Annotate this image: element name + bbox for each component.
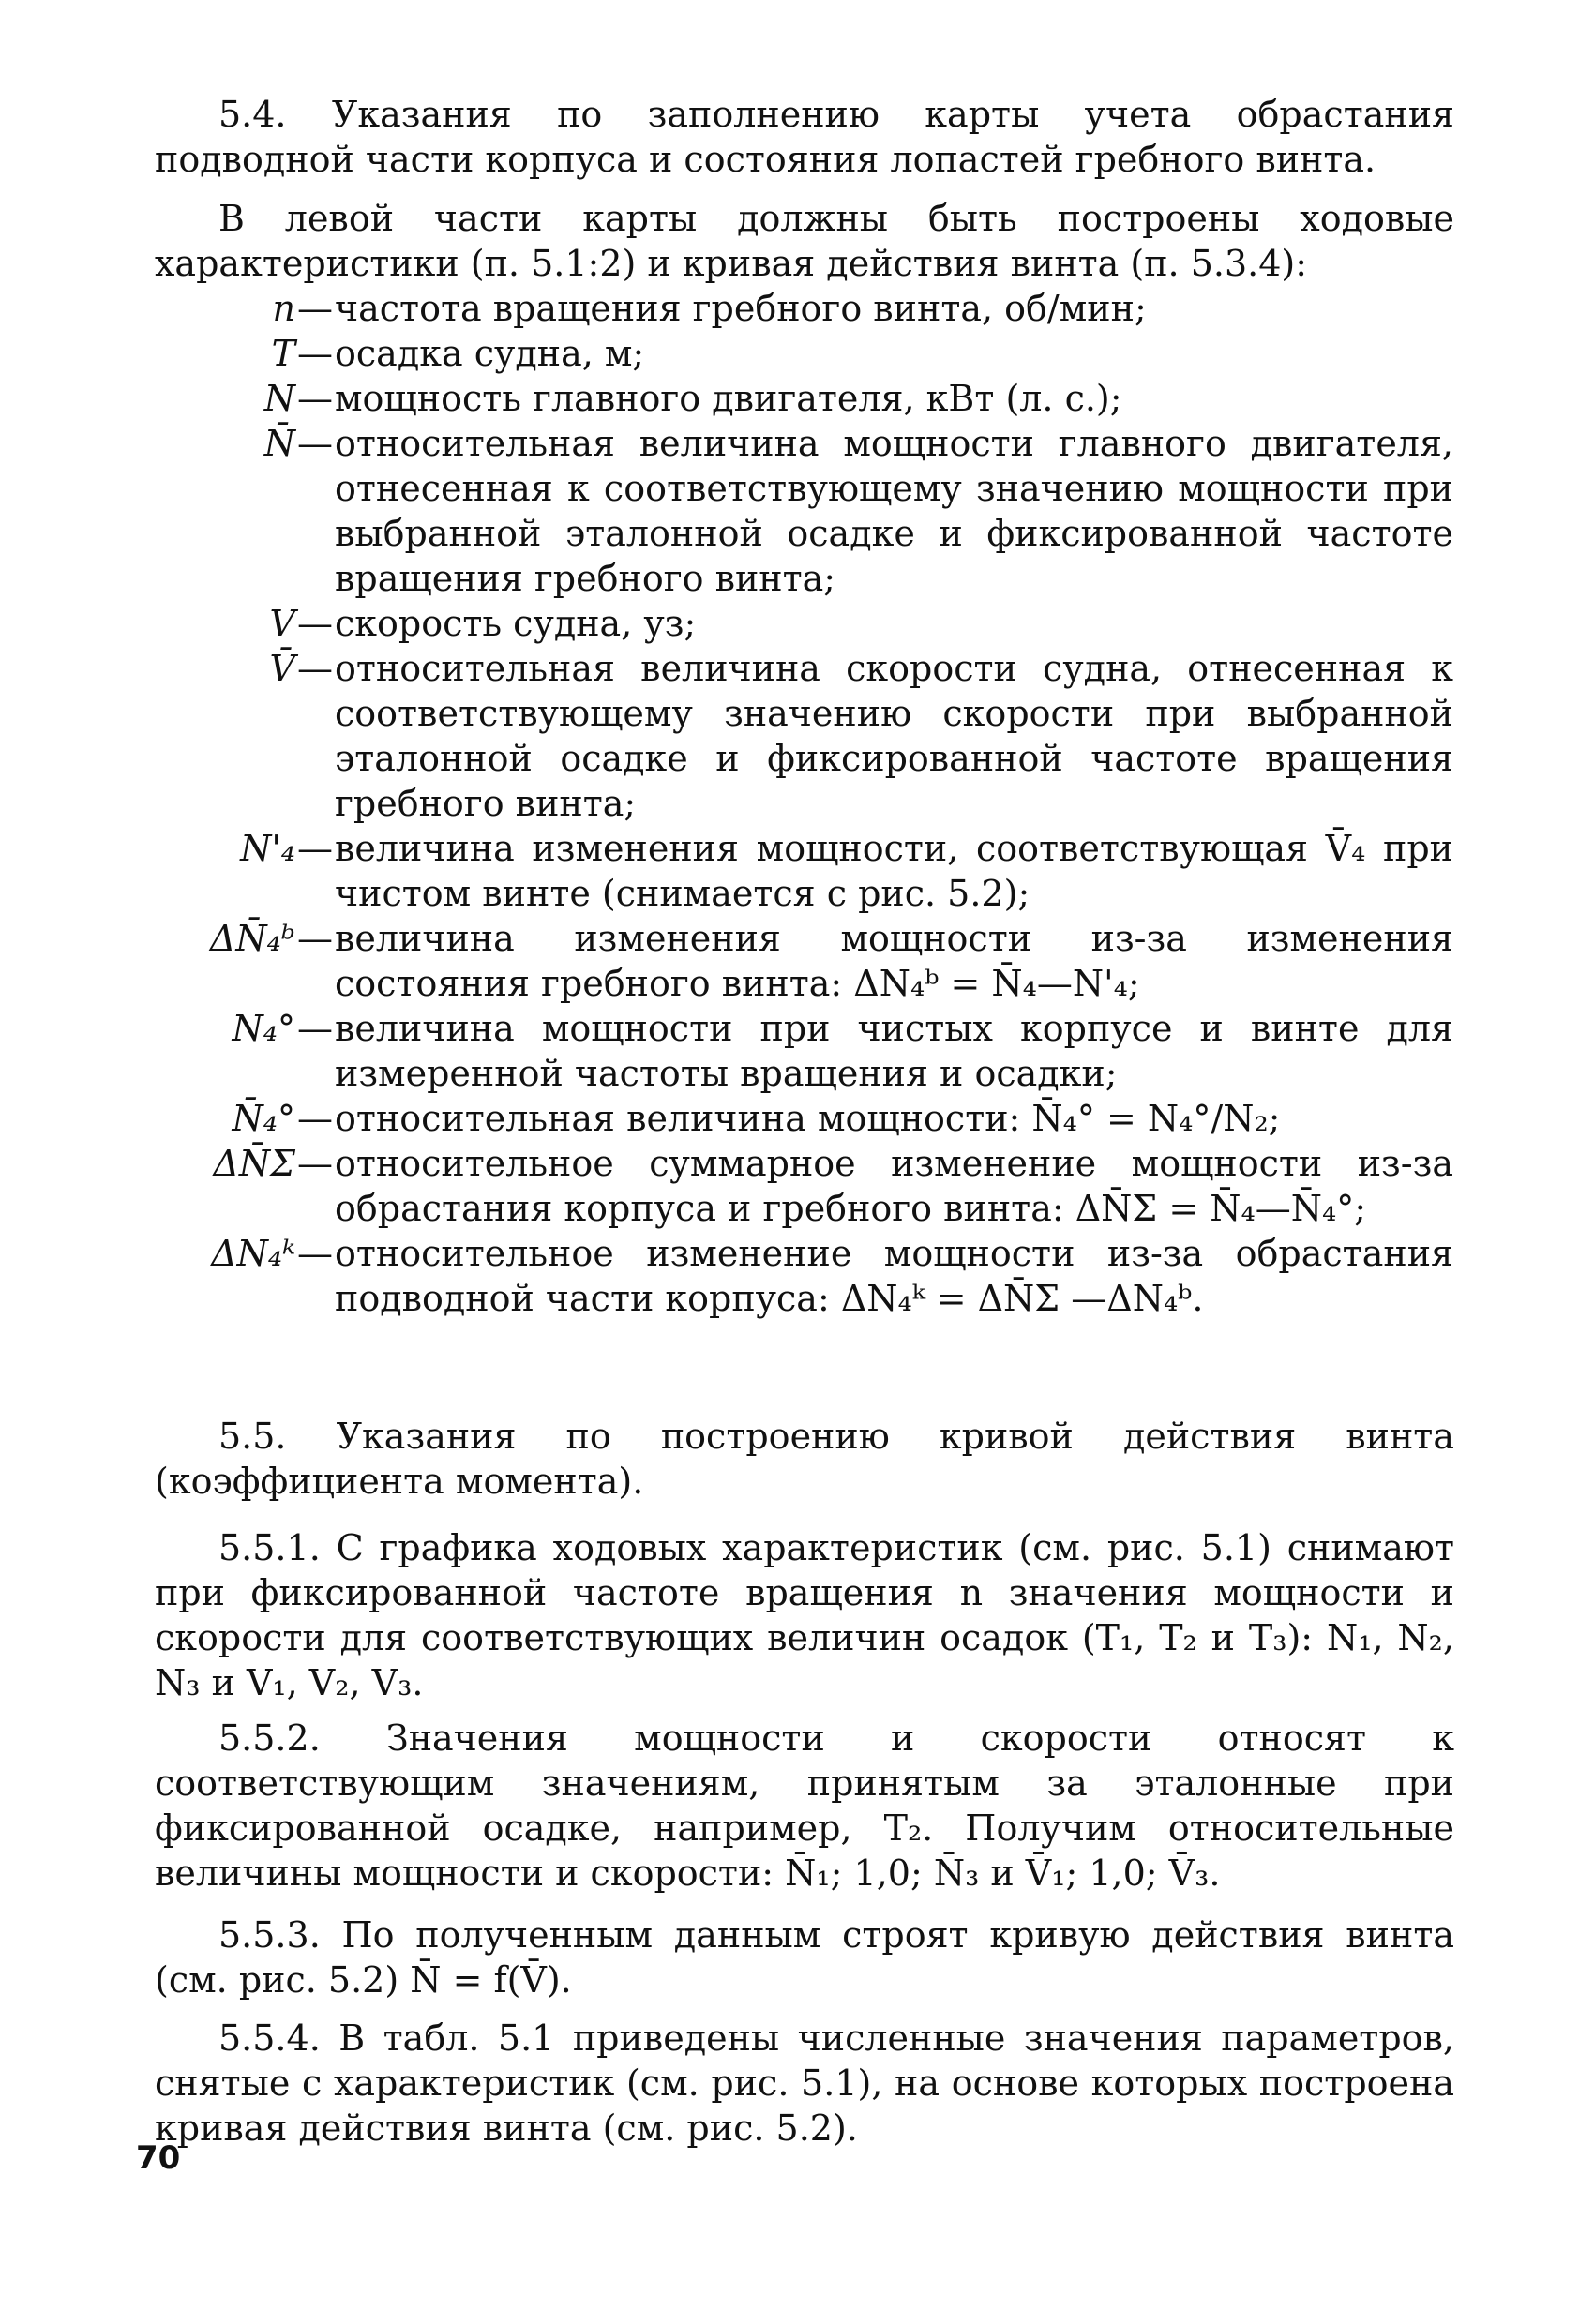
definition-term: N̄ <box>263 423 295 464</box>
definition-term: V <box>269 603 295 644</box>
definition-item <box>141 1231 1453 1321</box>
definition-term: ΔN̄₄ᵇ <box>209 918 295 959</box>
definition-item <box>141 421 1453 601</box>
definition-dash: — <box>297 1098 333 1139</box>
definition-text: относительное изменение мощности из-за обрастания подводной части корпуса: ΔN₄ᵏ = ΔN̄Σ —ΔN₄ᵇ. <box>335 1233 1453 1319</box>
definition-item <box>141 376 1453 421</box>
definition-text: относительная величина скорости судна, отнесенная к соответствующему значению скорости при выбранной эталонной осадке и фиксированной частоте вращения гребного винта; <box>335 648 1453 824</box>
definition-term: N̄₄° <box>232 1098 295 1139</box>
definition-text: величина изменения мощности из-за изменения состояния гребного винта: ΔN₄ᵇ = N̄₄—N'₄; <box>335 918 1453 1004</box>
section-5-5-heading: 5.5. Указания по построению кривой действия винта (коэффициента момента). <box>155 1416 1454 1502</box>
definition-dash: — <box>297 378 333 419</box>
definition-item <box>141 286 1453 331</box>
definition-text: величина изменения мощности, соответствующая V̄₄ при чистом винте (снимается с рис. 5.2); <box>335 828 1453 914</box>
definition-text: мощность главного двигателя, кВт (л. с.); <box>335 378 1122 419</box>
paragraph-5-5-2: 5.5.2. Значения мощности и скорости относят к соответствующим значениям, принятым за эталонные при фиксированной осадке, например, T₂. Получим относительные величины мощности и скорости: N̄₁; 1,0; N̄₃ и V̄₁; 1,0; V̄₃. <box>155 1717 1454 1894</box>
definition-term: n <box>272 288 295 329</box>
definition-text: относительная величина мощности главного двигателя, отнесенная к соответствующему значению мощности при выбранной эталонной осадке и фиксированной частоте вращения гребного винта; <box>335 423 1453 599</box>
definition-text: относительное суммарное изменение мощности из-за обрастания корпуса и гребного винта: ΔN̄Σ = N̄₄—N̄₄°; <box>335 1143 1453 1229</box>
definition-text: осадка судна, м; <box>335 333 645 374</box>
definition-dash: — <box>297 288 333 329</box>
definition-dash: — <box>297 423 333 464</box>
definition-item <box>141 916 1453 1006</box>
definition-dash: — <box>297 1143 333 1184</box>
definition-text: скорость судна, уз; <box>335 603 697 644</box>
paragraph-5-5-3: 5.5.3. По полученным данным строят кривую действия винта (см. рис. 5.2) N̄ = f(V̄). <box>155 1914 1454 2001</box>
definition-term: N'₄ <box>240 828 295 869</box>
definition-dash: — <box>297 1233 333 1274</box>
definition-text: частота вращения гребного винта, об/мин; <box>335 288 1147 329</box>
definition-text: относительная величина мощности: N̄₄° = N₄°/N₂; <box>335 1098 1281 1139</box>
definition-item <box>141 1141 1453 1231</box>
definition-dash: — <box>297 333 333 374</box>
definition-item <box>141 826 1453 916</box>
definition-dash: — <box>297 828 333 869</box>
definition-item <box>141 646 1453 826</box>
definition-item <box>141 1006 1453 1096</box>
definition-term: ΔN̄Σ <box>213 1143 295 1184</box>
definition-text: величина мощности при чистых корпусе и винте для измеренной частоты вращения и осадки; <box>335 1008 1453 1094</box>
page-number: 70 <box>136 2139 181 2177</box>
definition-term: V̄ <box>269 648 295 689</box>
section-5-4-intro: В левой части карты должны быть построены ходовые характеристики (п. 5.1:2) и кривая действия винта (п. 5.3.4): <box>155 198 1454 284</box>
definition-term: T <box>271 333 295 374</box>
definition-dash: — <box>297 648 333 689</box>
definition-dash: — <box>297 918 333 959</box>
definition-term: ΔN₄ᵏ <box>211 1233 295 1274</box>
definition-dash: — <box>297 1008 333 1049</box>
definition-item <box>141 1096 1453 1141</box>
paragraph-5-5-1: 5.5.1. С графика ходовых характеристик (см. рис. 5.1) снимают при фиксированной частоте вращения n значения мощности и скорости для соответствующих величин осадок (T₁, T₂ и T₃): N₁, N₂, N₃ и V₁, V₂, V₃. <box>155 1527 1454 1703</box>
definition-item <box>141 601 1453 646</box>
definition-term: N₄° <box>232 1008 295 1049</box>
paragraph-5-5-4: 5.5.4. В табл. 5.1 приведены численные значения параметров, снятые с характеристик (см. рис. 5.1), на основе которых построена кривая действия винта (см. рис. 5.2). <box>155 2017 1454 2149</box>
symbol-definitions-list <box>141 286 1453 1321</box>
definition-item <box>141 331 1453 376</box>
section-5-4-heading: 5.4. Указания по заполнению карты учета обрастания подводной части корпуса и состояния лопастей гребного винта. <box>155 94 1454 180</box>
definition-term: N <box>263 378 295 419</box>
definition-dash: — <box>297 603 333 644</box>
